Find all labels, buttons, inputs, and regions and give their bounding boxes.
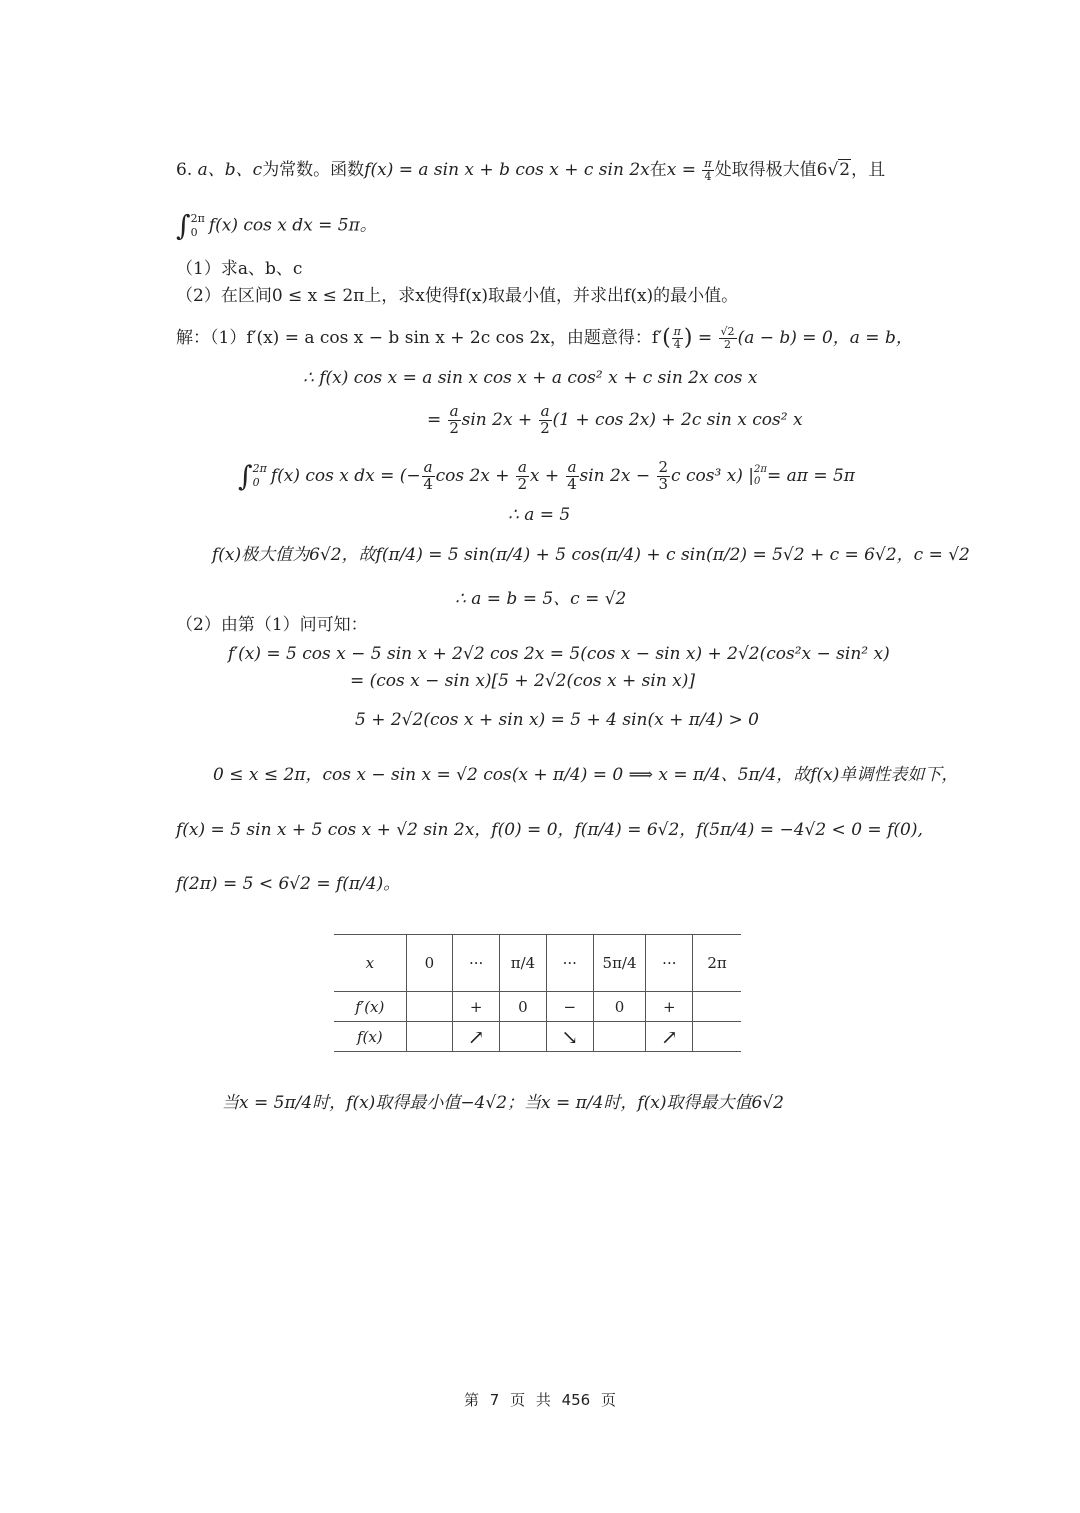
problem-line-1: 6. a、b、c为常数。函数f(x) = a sin x + b cos x + c sin 2x在x = $\frac{\pi}{4}$ 处取得极大值6√2，且	[176, 157, 886, 183]
solution-line-7: ∴ a = b = 5、c = √2	[455, 589, 627, 609]
table-cell: −	[546, 992, 593, 1022]
question-2: （2）在区间0 ≤ x ≤ 2π上，求x使得f(x)取最小值，并求出f(x)的最小值。	[176, 286, 739, 306]
table-cell	[500, 1022, 547, 1052]
monotonicity-table	[334, 934, 741, 1052]
table-cell	[693, 1022, 741, 1052]
solution-line-6: f(x)极大值为6√2，故f(π/4) = 5 sin(π/4) + 5 cos(π/4) + c sin(π/2) = 5√2 + c = 6√2，c = √2	[212, 545, 970, 565]
increasing-arrow-icon: ↗	[646, 1022, 693, 1052]
constants-abc: a、b、c	[197, 160, 263, 180]
problem-number: 6.	[176, 160, 193, 180]
part2-line-6: f(2π) = 5 < 6√2 = f(π/4)。	[176, 874, 401, 894]
part2-line-2: = (cos x − sin x)[5 + 2√2(cos x + sin x)]	[350, 671, 696, 691]
table-cell	[693, 992, 741, 1022]
table-cell: 0	[593, 992, 646, 1022]
table-cell: +	[646, 992, 693, 1022]
integral-limits: 2π 0	[190, 212, 205, 239]
solution-line-3: = $\frac{a}{2}$ sin 2x + $\frac{a}{2}$ (1 + cos 2x) + 2c sin x cos² x	[427, 402, 803, 437]
table-cell	[406, 992, 453, 1022]
table-cell: π/4	[500, 935, 547, 992]
table-cell	[593, 1022, 646, 1052]
x-equals: x =	[666, 160, 696, 180]
problem-text: ，且	[851, 160, 886, 180]
table-cell: ···	[453, 935, 500, 992]
increasing-arrow-icon: ↗	[453, 1022, 500, 1052]
table-cell: ···	[646, 935, 693, 992]
part2-title: （2）由第（1）问可知：	[176, 615, 368, 635]
integral-condition: f(x) cos x dx = 5π。	[208, 215, 377, 236]
table-row	[334, 1022, 741, 1052]
solution-line-1: 解：（1）f′(x) = a cos x − b sin x + 2c cos 2x，由题意得：f′( $\frac{\pi}{4}$ ) = $\frac{√2}{2}$ (a − b) = 0，a = b，	[176, 325, 913, 351]
problem-text: 为常数。函数	[262, 160, 365, 180]
question-1: （1）求a、b、c	[176, 259, 303, 279]
table-cell: 0	[500, 992, 547, 1022]
solution-line-4: ∫ 2π 0 f(x) cos x dx = (− $\frac{a}{4}$ cos 2x + $\frac{a}{2}$ x + $\frac{a}{4}$ sin 2x − $\frac{2}{3}$ c cos³ x) | 2π 0 = aπ = 5π	[238, 458, 855, 493]
conclusion: 当x = 5π/4时，f(x)取得最小值−4√2；当x = π/4时，f(x)取得最大值6√2	[222, 1093, 784, 1113]
table-cell: 5π/4	[593, 935, 646, 992]
function-definition: f(x) = a sin x + b cos x + c sin 2x	[364, 160, 650, 180]
table-cell: x	[334, 935, 406, 992]
part2-line-4: 0 ≤ x ≤ 2π，cos x − sin x = √2 cos(x + π/4) = 0 ⟹ x = π/4、5π/4，故f(x)单调性表如下，	[213, 765, 959, 785]
table-cell: 2π	[693, 935, 741, 992]
table-cell: +	[453, 992, 500, 1022]
page-footer: 第 7 页 共 456 页	[463, 1391, 616, 1409]
part2-line-3: 5 + 2√2(cos x + sin x) = 5 + 4 sin(x + π/4) > 0	[355, 710, 759, 730]
part2-line-1: f′(x) = 5 cos x − 5 sin x + 2√2 cos 2x = 5(cos x − sin x) + 2√2(cos²x − sin² x)	[228, 644, 890, 664]
decreasing-arrow-icon: ↘	[546, 1022, 593, 1052]
problem-text: 处取得极大值6	[714, 160, 828, 180]
table-cell: ···	[546, 935, 593, 992]
table-cell: f(x)	[334, 1022, 406, 1052]
table-cell: f′(x)	[334, 992, 406, 1022]
solution-line-5: ∴ a = 5	[508, 505, 571, 525]
table-row	[334, 935, 741, 992]
fraction: $\frac{\pi}{4}$	[704, 157, 712, 183]
problem-line-2	[176, 209, 377, 242]
table-cell	[406, 1022, 453, 1052]
table-cell: 0	[406, 935, 453, 992]
problem-text: 在	[649, 160, 667, 180]
solution-line-2: ∴ f(x) cos x = a sin x cos x + a cos² x + c sin 2x cos x	[303, 368, 758, 388]
integral-sign: ∫	[176, 209, 191, 242]
part2-line-5: f(x) = 5 sin x + 5 cos x + √2 sin 2x，f(0) = 0，f(π/4) = 6√2，f(5π/4) = −4√2 < 0 = f(0),	[176, 820, 923, 840]
sqrt-radicand: 2	[839, 160, 851, 180]
table-row	[334, 992, 741, 1022]
